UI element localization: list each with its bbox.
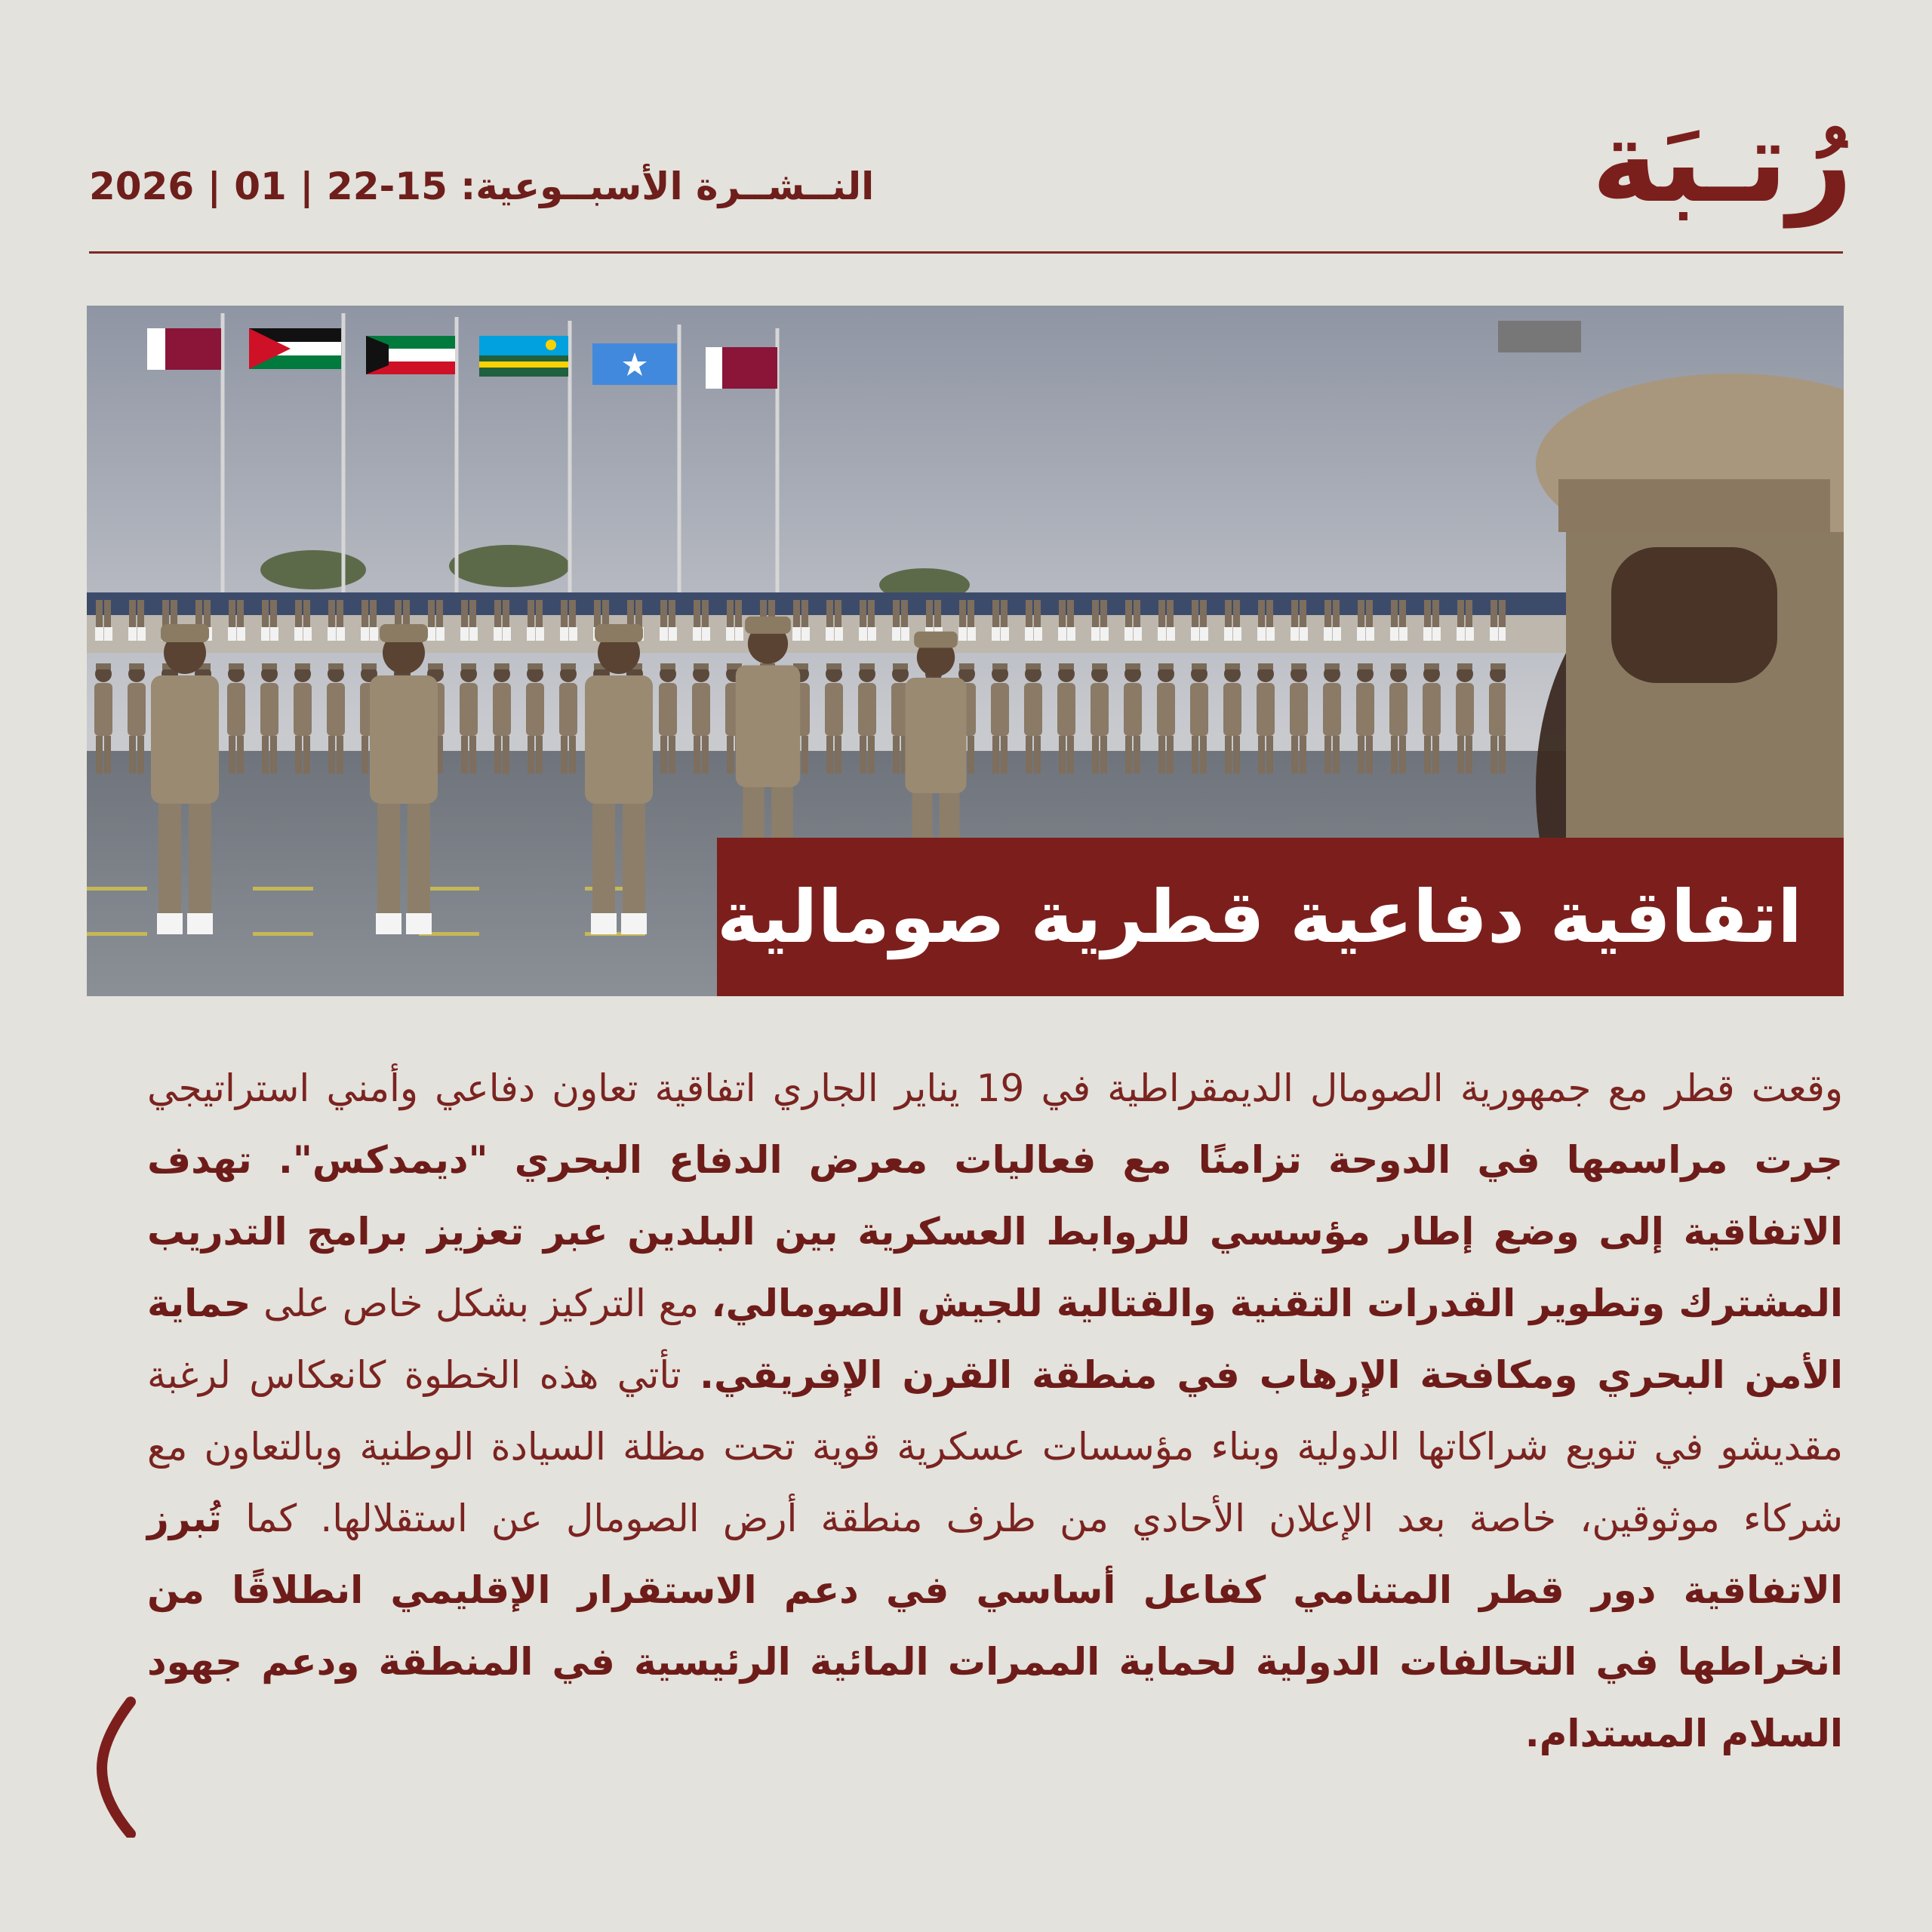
brand-logo: رُتـبَة [1591,97,1853,228]
article-body [147,1053,1843,1770]
article-text-2: مع التركيز بشكل خاص على [251,1281,712,1325]
headline: اتفاقية دفاعية قطرية صومالية [717,875,1803,959]
article-text-1: وقعت قطر مع جمهورية الصومال الديمقراطية في 19 يناير الجاري اتفاقية تعاون دفاعي وأمني استراتيجي [147,1066,1844,1110]
article-bold-2: حماية الأمن البحري ومكافحة الإرهاب في منطقة القرن الإفريقي. [147,1281,1843,1397]
corner-bracket-icon [87,1694,140,1838]
issue-line: النــشــرة الأسبــوعية: 15-22 | 01 | 2026 [89,165,875,208]
article-bold-3: تُبرز الاتفاقية دور قطر المتنامي كفاعل أساسي في دعم الاستقرار الإقليمي انطلاقًا من انخراطها في التحالفات الدولية لحماية الممرات المائية الرئيسية في المنطقة ودعم جهود السلام المستدام. [147,1497,1843,1755]
header-divider [89,251,1843,254]
article-text-3: تأتي هذه الخطوة كانعكاس لرغبة مقديشو في تنويع شراكاتها الدولية وبناء مؤسسات عسكرية قوية تحت مظلة السيادة الوطنية وبالتعاون مع شركاء موثوقين، خاصة بعد الإعلان الأحادي من طرف منطقة أرض الصومال عن استقلالها. كما [147,1353,1843,1540]
headline-banner [717,838,1844,996]
article-bold-1: جرت مراسمها في الدوحة تزامنًا مع فعاليات معرض الدفاع البحري "ديمدكس". تهدف الاتفاقية إلى وضع إطار مؤسسي للروابط العسكرية بين البلدين عبر تعزيز برامج التدريب المشترك وتطوير القدرات التقنية والقتالية للجيش الصومالي، [147,1138,1843,1325]
